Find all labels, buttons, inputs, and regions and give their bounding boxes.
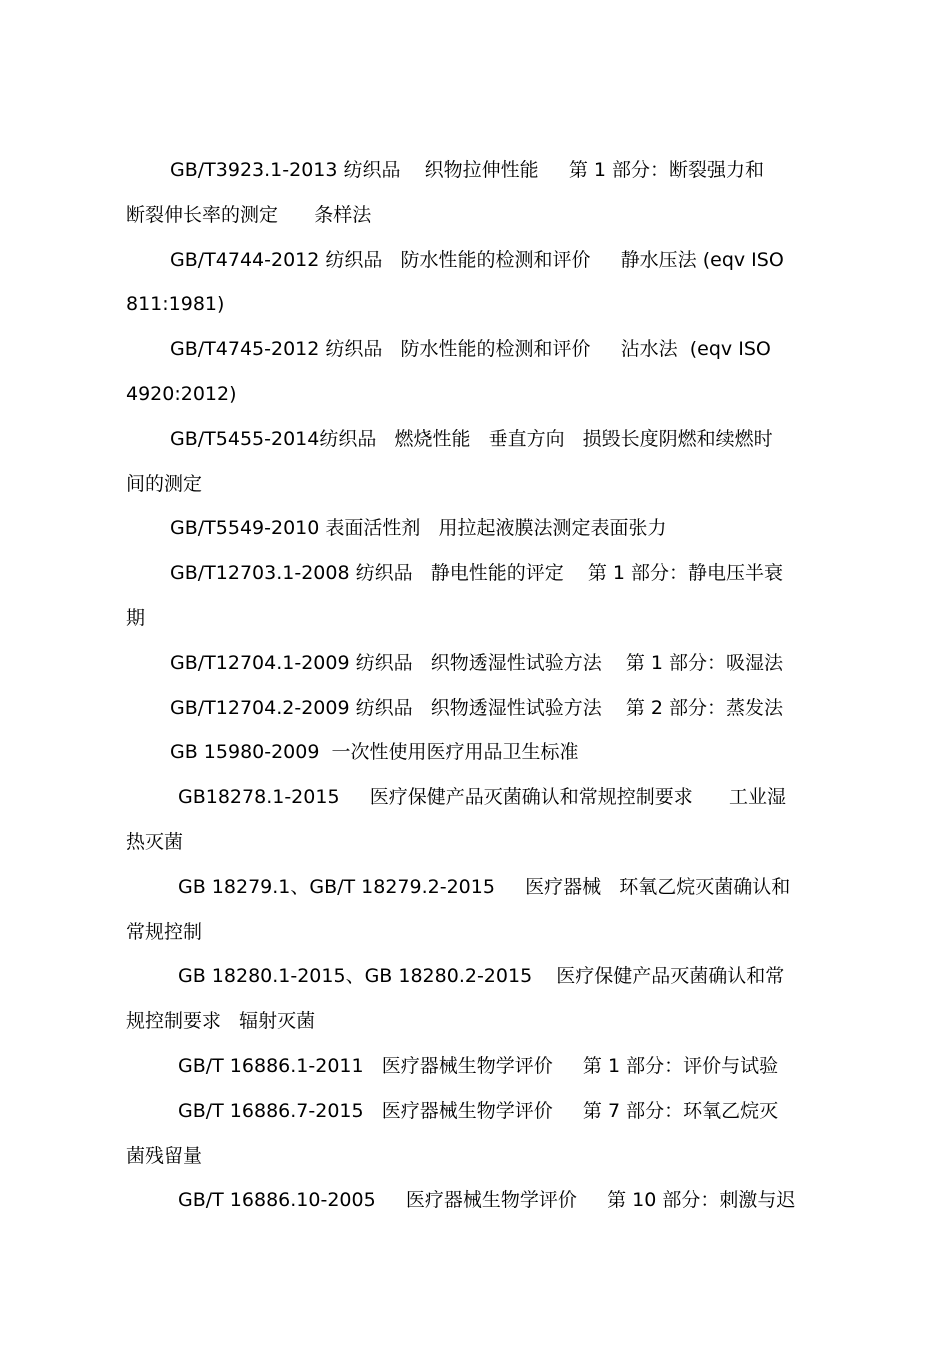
text-line: GB/T12703.1-2008 纺织品 静电性能的评定 第 1 部分：静电压半衰 <box>170 562 784 585</box>
text-line: GB/T4744-2012 纺织品 防水性能的检测和评价 静水压法 (eqv ISO <box>170 248 784 271</box>
text-line: 4920:2012) <box>126 382 237 405</box>
text-line: GB/T 16886.7-2015 医疗器械生物学评价 第 7 部分：环氧乙烷灭 <box>178 1099 779 1122</box>
text-line: GB/T3923.1-2013 纺织品 织物拉伸性能 第 1 部分：断裂强力和 <box>170 159 765 181</box>
text-line: GB 18279.1、GB/T 18279.2-2015 医疗器械 环氧乙烷灭菌确认和 <box>178 875 791 898</box>
text-line: 菌残留量 <box>126 1144 203 1167</box>
text-line: 热灭菌 <box>126 830 184 853</box>
standards-list <box>126 148 826 1223</box>
text-line: GB/T4745-2012 纺织品 防水性能的检测和评价 沾水法 (eqv ISO <box>170 338 771 361</box>
text-line: 期 <box>126 606 146 629</box>
text-line: 规控制要求 辐射灭菌 <box>126 1010 316 1033</box>
text-line: 811:1981) <box>126 293 225 316</box>
text-line: GB 18280.1-2015、GB 18280.2-2015 医疗保健产品灭菌确认和常 <box>178 965 785 988</box>
text-line: 间的测定 <box>126 472 203 495</box>
text-line: 断裂伸长率的测定 条样法 <box>126 203 372 226</box>
text-line: GB/T 16886.10-2005 医疗器械生物学评价 第 10 部分：刺激与迟 <box>178 1189 796 1212</box>
text-line: GB/T5549-2010 表面活性剂 用拉起液膜法测定表面张力 <box>170 517 667 540</box>
text-line: GB18278.1-2015 医疗保健产品灭菌确认和常规控制要求 工业湿 <box>178 786 786 809</box>
text-line: GB 15980-2009 一次性使用医疗用品卫生标准 <box>170 741 579 764</box>
text-line: 常规控制 <box>126 920 203 943</box>
text-line: GB/T5455-2014纺织品 燃烧性能 垂直方向 损毁长度阴燃和续燃时 <box>170 427 773 450</box>
text-line: GB/T 16886.1-2011 医疗器械生物学评价 第 1 部分：评价与试验 <box>178 1054 779 1077</box>
text-line: GB/T12704.2-2009 纺织品 织物透湿性试验方法 第 2 部分：蒸发法 <box>170 696 784 719</box>
text-line: GB/T12704.1-2009 纺织品 织物透湿性试验方法 第 1 部分：吸湿法 <box>170 651 784 674</box>
